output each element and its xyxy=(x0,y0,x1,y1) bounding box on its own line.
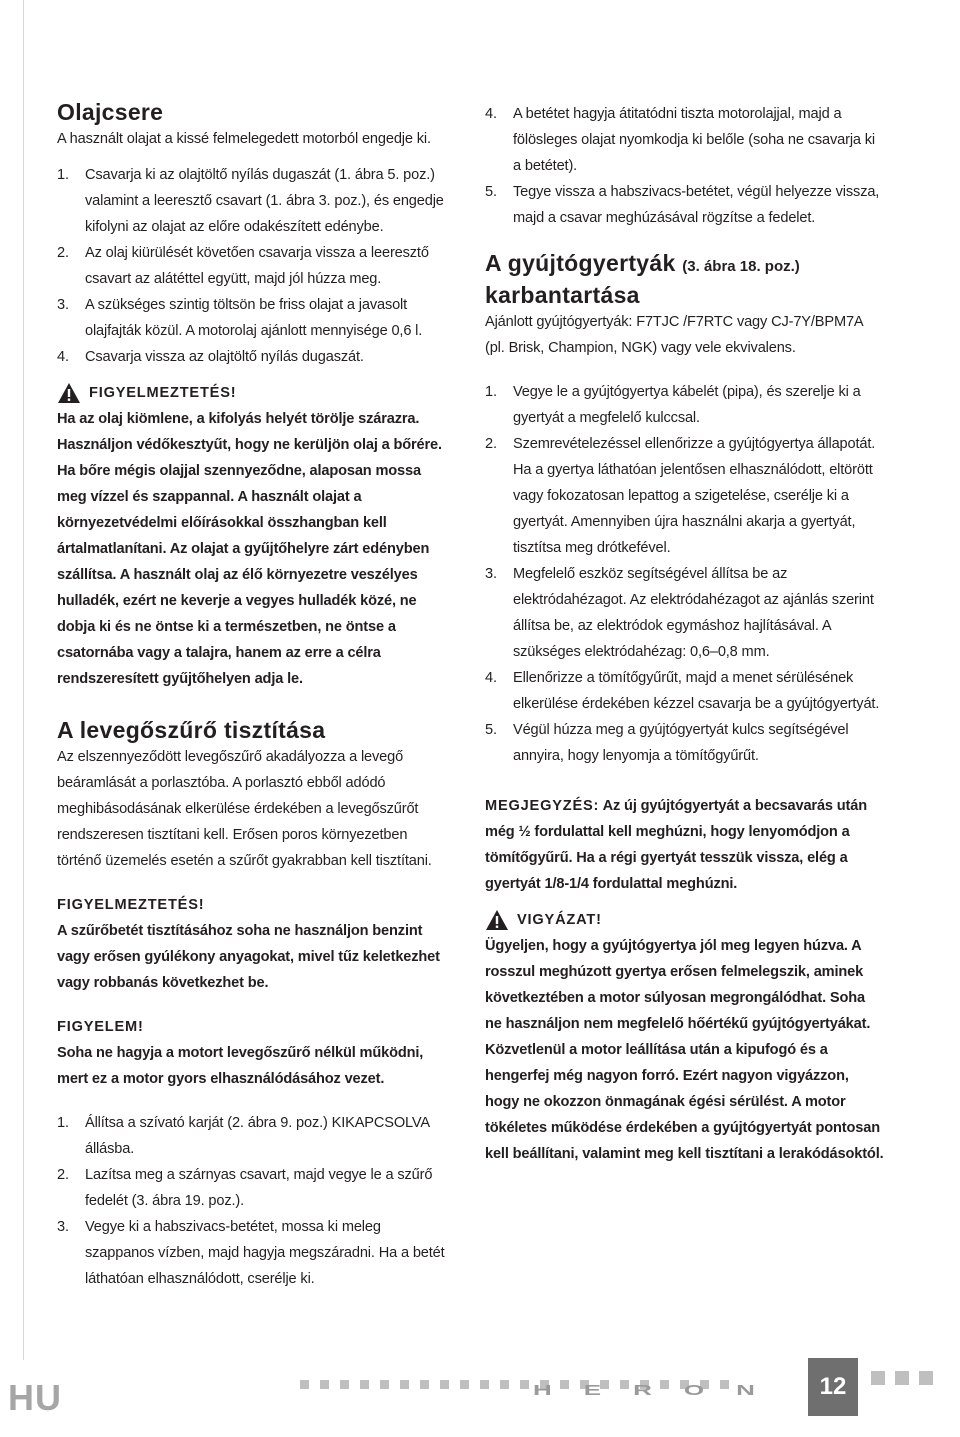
language-code: HU xyxy=(8,1377,62,1418)
caution-heading xyxy=(485,907,885,933)
air-attention-label: FIGYELEM! xyxy=(57,1019,144,1035)
spark-plug-figure-ref: (3. ábra 18. poz.) xyxy=(682,258,800,275)
right-column xyxy=(485,101,885,1167)
warning-triangle-icon xyxy=(57,382,81,404)
air-filter-intro: Az elszennyeződött levegőszűrő akadályozza a levegő beáramlását a porlasztóba. A porlasztó ebből adódó meghibásodásának elkerülése érdekében a levegőszűrőt rendszeresen tisztítani kell. Erősen poros környezetben történő üzemelés esetén a szűrőt gyakrabban kell tisztítani. xyxy=(57,749,432,869)
list-item: 4. Ellenőrizze a tömítőgyűrűt, majd a menet sérülésének elkerülése érdekében kézzel csavarja be a gyújtógyertyát. xyxy=(485,670,880,712)
list-item: 5. Tegye vissza a habszivacs-betétet, végül helyezze vissza, majd a csavar meghúzásával rögzítse a fedelet. xyxy=(485,184,880,226)
oil-warning-text: Ha az olaj kiömlene, a kifolyás helyét törölje szárazra. Használjon védőkesztyűt, hogy ne kerüljön olaj a bőrére. Ha bőre mégis olajjal szennyeződne, alaposan mossa meg vízzel és szappannal. A használt olajat a környezetvédelmi előírásokkal összhangban kell ártalmatlanítani. Az olajat a gyűjtőhelyre zárt edényben szállítsa. A használt olaj az élő környezetre veszélyes hulladék, ezért ne keverje a vegyes hulladék közé, ne dobja ki és ne öntse ki a természetben, ne öntse a csatornába vagy a talajra, hanem az erre a célra rendszeresített gyűjtőhelyen adja le. xyxy=(57,411,442,687)
spark-plug-steps xyxy=(485,379,885,769)
oil-warning-label: FIGYELMEZTETÉS! xyxy=(89,385,237,401)
list-item: 4. Csavarja vissza az olajtöltő nyílás dugaszát. xyxy=(57,349,364,365)
air-filter-steps-continued xyxy=(485,101,885,231)
caution-text: Ügyeljen, hogy a gyújtógyertya jól meg legyen húzva. A rosszul meghúzott gyertya erősen felmelegszik, aminek következtében a motor súlyosan megrongálódhat. Soha ne használjon nem megfelelő hőértékű gyújtógyertyákat. Közvetlenül a motor leállítása után a kipufogó és a hengerfej még nagyon forró. Ezért nagyon vigyázzon, hogy ne okozzon önmagának égési sérülést. A motor tökéletes működése érdekében a gyújtógyertyát pontosan kell beállítani, valamint meg kell tisztítani a lerakódásoktól. xyxy=(485,938,884,1162)
list-item: 1. Vegye le a gyújtógyertya kábelét (pipa), és szerelje ki a gyertyát a megfelelő kulccsal. xyxy=(485,384,861,426)
warning-triangle-icon xyxy=(485,909,509,931)
list-item: 5. Végül húzza meg a gyújtógyertyát kulcs segítségével annyira, hogy lenyomja a tömítőgyűrűt. xyxy=(485,722,849,764)
footer-dots-right xyxy=(871,1371,933,1385)
air-filter-title: A levegőszűrő tisztítása xyxy=(57,717,326,743)
list-item: 3. Vegye ki a habszivacs-betétet, mossa ki meleg szappanos vízben, majd hagyja megszáradni. Ha a betét láthatóan elhasználódott, cserélje ki. xyxy=(57,1219,445,1287)
spark-plug-note xyxy=(485,793,885,897)
brand-logo: H E R O N xyxy=(533,1382,755,1399)
page-number: 12 xyxy=(808,1358,858,1416)
list-item: 4. A betétet hagyja átitatódni tiszta motorolajjal, majd a fölösleges olajat nyomkodja ki belőle (soha ne csavarja ki a betétet). xyxy=(485,106,876,174)
air-warning-text: A szűrőbetét tisztításához soha ne használjon benzint vagy erősen gyúlékony anyagokat, mivel tűz keletkezhet vagy robbanás következhet be. xyxy=(57,923,440,991)
air-filter-steps xyxy=(57,1110,449,1292)
left-column xyxy=(57,98,449,1292)
oil-change-intro: A használt olajat a kissé felmelegedett motorból engedje ki. xyxy=(57,131,431,147)
spark-plug-title: A gyújtógyertyák (3. ábra 18. poz.) karbantartása xyxy=(485,250,800,308)
air-warning-label: FIGYELMEZTETÉS! xyxy=(57,897,205,913)
list-item: 3. Megfelelő eszköz segítségével állítsa be az elektródahézagot. Az elektródahézagot az ajánlás szerint állítsa be, az elektródok egymáshoz hajlításával. A szükséges elektródahézag: 0,6–0,8 mm. xyxy=(485,566,874,660)
oil-change-title: Olajcsere xyxy=(57,99,164,125)
list-item: 1. Csavarja ki az olajtöltő nyílás dugaszát (1. ábra 5. poz.) valamint a leeresztő csavart (1. ábra 3. poz.), és engedje kifolyni az olajat az előre odakészített edénybe. xyxy=(57,167,444,235)
list-item: 2. Szemrevételezéssel ellenőrizze a gyújtógyertya állapotát. Ha a gyertya láthatóan jelentősen elhasználódott, eltörött vagy fokozatosan lepattog a szigetelése, cserélje ki a gyertyát. Amennyiben újra használni akarja a gyertyát, tisztítsa meg drótkefével. xyxy=(485,436,876,556)
note-text: Az új gyújtógyertyát a becsavarás után még ½ fordulattal kell meghúzni, hogy lenyomódjon a tömítőgyűrű. Ha a régi gyertyát tesszük vissza, elég a gyertyát 1/8-1/4 fordulattal meghúzni. xyxy=(485,798,867,892)
list-item: 2. Lazítsa meg a szárnyas csavart, majd vegye le a szűrő fedelét (3. ábra 19. poz.). xyxy=(57,1167,433,1209)
note-label: MEGJEGYZÉS: xyxy=(485,798,600,814)
oil-change-steps xyxy=(57,162,449,370)
air-attention-text: Soha ne hagyja a motort levegőszűrő nélkül működni, mert ez a motor gyors elhasználódásához vezet. xyxy=(57,1045,424,1087)
list-item: 1. Állítsa a szívató karját (2. ábra 9. poz.) KIKAPCSOLVA állásba. xyxy=(57,1115,430,1157)
page-edge-line xyxy=(23,0,24,1360)
oil-warning-heading xyxy=(57,380,449,406)
spark-plug-intro: Ajánlott gyújtógyertyák: F7TJC /F7RTC vagy CJ-7Y/BPM7A (pl. Brisk, Champion, NGK) vagy vele ekvivalens. xyxy=(485,314,863,356)
caution-label: VIGYÁZAT! xyxy=(517,912,602,928)
list-item: 2. Az olaj kiürülését követően csavarja vissza a leeresztő csavart az alátéttel együtt, majd jól húzza meg. xyxy=(57,245,429,287)
list-item: 3. A szükséges szintig töltsön be friss olajat a javasolt olajfajták közül. A motorolaj ajánlott mennyisége 0,6 l. xyxy=(57,297,423,339)
